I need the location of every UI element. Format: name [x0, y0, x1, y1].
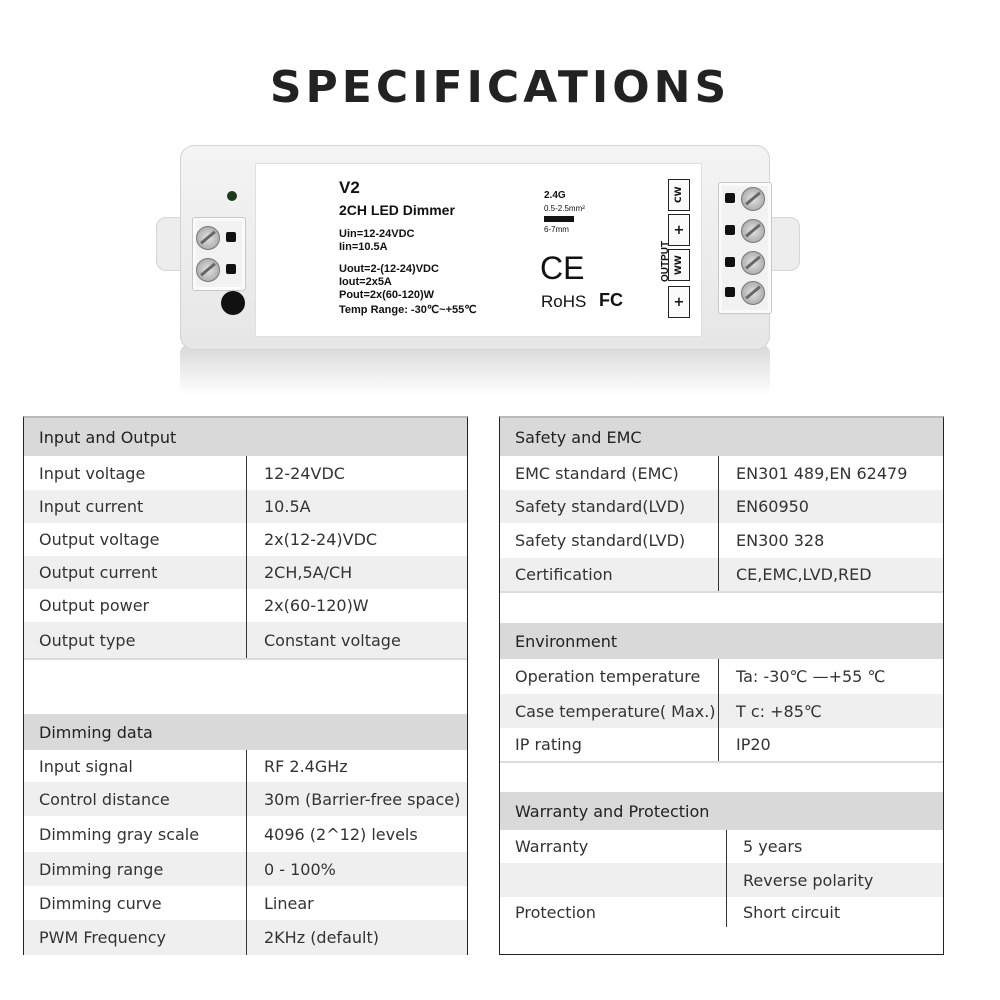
column-divider — [246, 456, 247, 490]
terminal-screw-icon — [741, 219, 765, 243]
spec-value: CE,EMC,LVD,RED — [736, 565, 872, 584]
section-header-safety — [500, 418, 943, 456]
spec-value: 0 - 100% — [264, 859, 336, 879]
table-row — [24, 556, 467, 589]
spec-key: Protection — [515, 902, 596, 922]
terminal-hole — [725, 287, 735, 297]
fcc-mark: FC — [599, 290, 623, 310]
section-header-environment — [500, 623, 943, 659]
table-row — [500, 558, 943, 591]
terminal-screw-icon — [741, 187, 765, 211]
table-row — [500, 456, 943, 490]
spec-key: Output power — [39, 596, 150, 615]
column-divider — [718, 490, 719, 523]
column-divider — [246, 622, 247, 658]
spec-key: Input voltage — [39, 463, 146, 483]
spec-pout: Pout=2x(60-120)W — [339, 289, 435, 301]
terminal-screw-icon — [196, 226, 220, 250]
spec-key: EMC standard (EMC) — [515, 463, 679, 483]
spec-value: IP20 — [736, 735, 771, 754]
table-row — [24, 920, 467, 955]
dimmer-device-image — [150, 145, 790, 395]
terminal-screw-icon — [741, 251, 765, 275]
spec-key: Warranty — [515, 837, 589, 856]
spec-value: T c: +85℃ — [736, 701, 822, 721]
column-divider — [246, 523, 247, 556]
spec-key: Control distance — [39, 789, 170, 809]
table-row — [24, 816, 467, 852]
column-divider — [718, 558, 719, 591]
section-title: Environment — [515, 631, 618, 651]
cw-plus-box: + — [668, 214, 690, 246]
spec-key: Dimming gray scale — [39, 824, 200, 844]
spec-key: Output voltage — [39, 530, 160, 549]
section-title: Safety and EMC — [515, 427, 642, 447]
spec-key: Safety standard(LVD) — [515, 497, 686, 516]
spec-value: Constant voltage — [264, 630, 401, 650]
column-divider — [246, 589, 247, 622]
strip-length-label: 6-7mm — [544, 225, 569, 234]
device-shadow — [180, 345, 770, 395]
section-header-dimming — [24, 714, 467, 750]
column-divider — [246, 490, 247, 523]
table-row — [24, 523, 467, 556]
spec-uout: Uout=2-(12-24)VDC — [339, 263, 439, 275]
table-row — [24, 852, 467, 886]
table-row — [24, 886, 467, 920]
terminal-hole — [725, 193, 735, 203]
terminal-hole — [725, 257, 735, 267]
table-row — [500, 830, 943, 863]
column-divider — [246, 920, 247, 955]
column-divider — [726, 863, 727, 897]
divider — [500, 591, 943, 593]
wire-icon — [544, 216, 574, 222]
column-divider — [246, 816, 247, 852]
section-header-warranty — [500, 792, 943, 830]
column-divider — [718, 659, 719, 694]
column-divider — [718, 728, 719, 761]
spec-iin: Iin=10.5A — [339, 241, 388, 253]
wire-gauge-label: 0.5-2.5mm² — [544, 204, 585, 213]
ww-terminal-box: WW — [668, 249, 690, 281]
section-title: Input and Output — [39, 427, 177, 447]
column-divider — [718, 694, 719, 728]
table-row — [500, 523, 943, 558]
section-title: Warranty and Protection — [515, 801, 710, 821]
spec-key: Output type — [39, 630, 136, 650]
spec-value: EN301 489,EN 62479 — [736, 463, 908, 483]
ce-mark: CE — [540, 250, 585, 286]
spec-key: Operation temperature — [515, 667, 701, 686]
terminal-hole — [226, 264, 236, 274]
table-row — [500, 728, 943, 761]
input-terminal-block — [192, 217, 246, 291]
column-divider — [246, 782, 247, 816]
spec-value: 2x(60-120)W — [264, 596, 369, 615]
spec-value: 30m (Barrier-free space) — [264, 789, 461, 809]
ww-plus-box: + — [668, 286, 690, 318]
rohs-mark: RoHS — [541, 292, 587, 311]
output-vertical-label: OUTPUT — [660, 240, 671, 282]
spec-key: Input current — [39, 497, 144, 516]
spec-iout: Iout=2x5A — [339, 276, 392, 288]
spec-value: 2CH,5A/CH — [264, 563, 353, 582]
spec-value: 12-24VDC — [264, 463, 345, 483]
table-row — [500, 694, 943, 728]
spec-key: IP rating — [515, 735, 582, 754]
model-name: V2 — [339, 178, 360, 197]
column-divider — [246, 750, 247, 782]
table-row — [24, 456, 467, 490]
spec-value: EN60950 — [736, 497, 809, 516]
left-spec-table — [23, 416, 468, 955]
spec-value: 2KHz (default) — [264, 928, 379, 947]
spec-value: Ta: -30℃ —+55 ℃ — [736, 667, 886, 686]
spec-key: Safety standard(LVD) — [515, 531, 686, 550]
table-row — [500, 659, 943, 694]
table-row — [24, 782, 467, 816]
divider — [24, 658, 467, 660]
spec-key: Case temperature( Max.) — [515, 701, 716, 721]
column-divider — [726, 897, 727, 927]
spec-key: Output current — [39, 563, 158, 582]
spec-value: EN300 328 — [736, 531, 825, 550]
section-header-input-output — [24, 418, 467, 456]
spec-value: 2x(12-24)VDC — [264, 530, 378, 549]
terminal-hole — [725, 225, 735, 235]
rf-label: 2.4G — [544, 190, 566, 201]
spec-key: PWM Frequency — [39, 928, 167, 947]
table-row — [500, 490, 943, 523]
spec-temp: Temp Range: -30℃~+55℃ — [339, 304, 477, 316]
column-divider — [246, 852, 247, 886]
right-spec-table — [499, 416, 944, 955]
column-divider — [726, 830, 727, 863]
spec-key: Dimming range — [39, 859, 164, 879]
spec-value: 4096 (2^12) levels — [264, 824, 418, 844]
terminal-hole — [226, 232, 236, 242]
column-divider — [718, 456, 719, 490]
product-label — [255, 163, 702, 337]
spec-value: RF 2.4GHz — [264, 756, 348, 776]
table-row — [24, 750, 467, 782]
spec-value: Reverse polarity — [743, 870, 874, 890]
spec-key: Input signal — [39, 756, 133, 776]
cw-terminal-box: CW — [668, 179, 690, 211]
spec-uin: Uin=12-24VDC — [339, 228, 415, 240]
output-terminal-block — [718, 182, 772, 314]
product-name: 2CH LED Dimmer — [339, 202, 455, 218]
column-divider — [246, 556, 247, 589]
column-divider — [246, 886, 247, 920]
spec-value: Linear — [264, 893, 314, 913]
section-title: Dimming data — [39, 722, 153, 742]
spec-value: Short circuit — [743, 902, 841, 922]
page-title: SPECIFICATIONS — [269, 62, 731, 113]
terminal-screw-icon — [741, 281, 765, 305]
column-divider — [718, 523, 719, 558]
match-button[interactable] — [221, 291, 245, 315]
run-led-indicator — [227, 191, 237, 201]
spec-value: 10.5A — [264, 497, 311, 516]
table-row — [24, 622, 467, 658]
table-row — [500, 897, 943, 927]
table-row — [24, 589, 467, 622]
spec-key: Certification — [515, 565, 613, 584]
spec-key: Dimming curve — [39, 893, 162, 913]
spec-value: 5 years — [743, 837, 803, 856]
divider — [500, 761, 943, 763]
table-row — [500, 863, 943, 897]
table-row — [24, 490, 467, 523]
terminal-screw-icon — [196, 258, 220, 282]
